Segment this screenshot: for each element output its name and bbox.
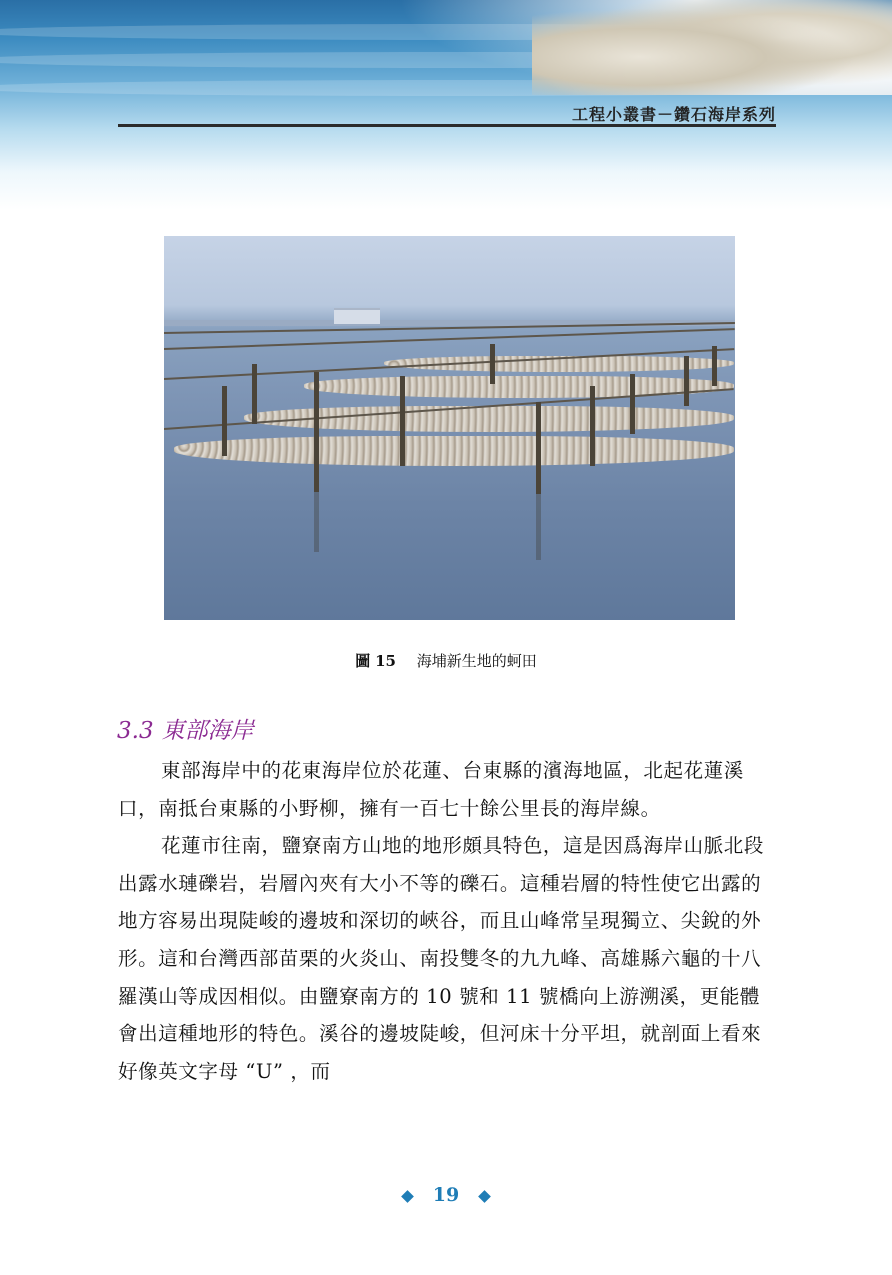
photo-pole (630, 374, 635, 434)
page-footer (0, 1184, 892, 1206)
page-number: 19 (432, 1184, 460, 1206)
coastal-rocks-image (532, 0, 892, 95)
photo-pole-reflection (536, 494, 541, 560)
figure-label: 圖 (355, 652, 371, 670)
photo-pole (712, 346, 717, 386)
photo-pole-reflection (314, 492, 319, 552)
oyster-farm-photo (164, 236, 735, 620)
photo-building (334, 308, 380, 324)
section-heading (117, 712, 254, 745)
figure-number: 15 (375, 652, 396, 670)
photo-pole (490, 344, 495, 384)
diamond-icon (478, 1190, 491, 1203)
photo-pole (400, 376, 405, 466)
header-banner (0, 0, 892, 210)
figure-caption-text: 海埔新生地的蚵田 (416, 652, 537, 670)
photo-pole (684, 356, 689, 406)
photo-oyster-row (174, 436, 734, 466)
header-rule (118, 124, 776, 127)
diamond-icon (401, 1190, 414, 1203)
photo-pole (590, 386, 595, 466)
section-title: 東部海岸 (161, 718, 254, 744)
photo-pole (536, 402, 541, 494)
body-text (118, 752, 778, 1090)
paragraph: 東部海岸中的花東海岸位於花蓮、台東縣的濱海地區，北起花蓮溪口，南抵台東縣的小野柳，擁有一百七十餘公里長的海岸線。 (118, 759, 744, 820)
figure-caption (0, 650, 892, 671)
photo-pole (222, 386, 227, 456)
section-number: 3.3 (117, 718, 154, 744)
photo-oyster-row (304, 376, 734, 398)
paragraph: 花蓮市往南，鹽寮南方山地的地形頗具特色，這是因爲海岸山脈北段出露水璉礫岩，岩層內夾有大小不等的礫石。這種岩層的特性使它出露的地方容易出現陡峻的邊坡和深切的峽谷，而且山峰常呈現獨立、尖銳的外形。這和台灣西部苗栗的火炎山、南投雙冬的九九峰、高雄縣六龜的十八羅漢山等成因相似。由鹽寮南方的 10 號和 11 號橋向上游溯溪，更能體會出這種地形的特色。溪谷的邊坡陡峻，但河床十分平坦，就剖面上看來好像英文字母 “U” ，而 (118, 834, 765, 1083)
photo-pole (252, 364, 257, 424)
photo-pole (314, 372, 319, 492)
series-title: 工程小叢書－鑽石海岸系列 (571, 105, 776, 124)
